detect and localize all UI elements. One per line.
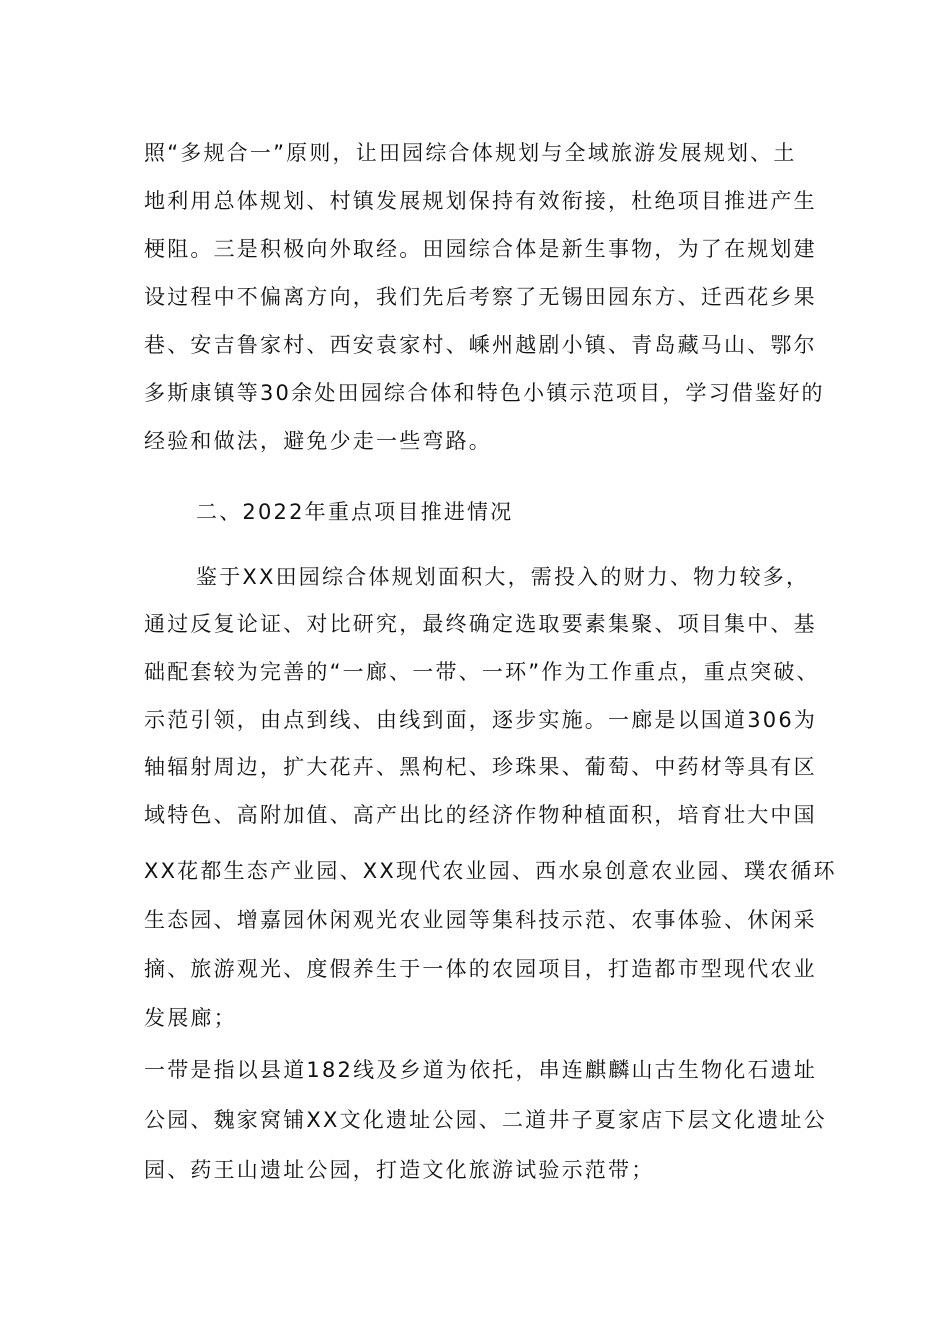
paragraph-line: 摘、旅游观光、度假养生于一体的农园项目，打造都市型现代农业 [144,957,817,981]
paragraph-line: 示范引领，由点到线、由线到面，逐步实施。一廊是以国道306为 [144,708,818,732]
paragraph-line: 发展廊； [144,1006,237,1030]
section-heading: 二、2022年重点项目推进情况 [196,500,514,524]
paragraph-line: 生态园、增嘉园休闲观光农业园等集科技示范、农事体验、休闲采 [144,908,817,932]
paragraph-line: 梗阻。三是积极向外取经。田园综合体是新生事物，为了在规划建 [144,237,817,261]
paragraph-line: 照“多规合一”原则，让田园综合体规划与全域旅游发展规划、土 [144,141,797,165]
paragraph-line: 轴辐射周边，扩大花卉、黑枸杞、珍珠果、葡萄、中药材等具有区 [144,755,817,779]
paragraph-line: 地利用总体规划、村镇发展规划保持有效衔接，杜绝项目推进产生 [144,189,817,213]
paragraph-line: 设过程中不偏离方向，我们先后考察了无锡田园东方、迁西花乡果 [144,285,817,309]
paragraph-line: 公园、魏家窝铺XX文化遗址公园、二道井子夏家店下层文化遗址公 [144,1108,827,1132]
paragraph-line: 鉴于XX田园综合体规划面积大，需投入的财力、物力较多， [196,565,810,589]
paragraph-line: 园、药王山遗址公园，打造文化旅游试验示范带； [144,1158,655,1182]
paragraph-line: XX花都生态产业园、XX现代农业园、西水泉创意农业园、璞农循环 [144,859,837,883]
paragraph-line: 通过反复论证、对比研究，最终确定选取要素集聚、项目集中、基 [144,612,817,636]
paragraph-line: 础配套较为完善的“一廊、一带、一环”作为工作重点，重点突破、 [144,660,820,684]
paragraph-line: 巷、安吉鲁家村、西安袁家村、嵊州越剧小镇、青岛藏马山、鄂尔 [144,333,817,357]
paragraph-line: 一带是指以县道182线及乡道为依托，串连麒麟山古生物化石遗址 [144,1058,818,1082]
paragraph-line: 多斯康镇等30余处田园综合体和特色小镇示范项目，学习借鉴好的 [144,381,825,405]
paragraph-line: 域特色、高附加值、高产出比的经济作物种植面积，培育壮大中国 [144,803,817,827]
paragraph-line: 经验和做法，避免少走一些弯路。 [144,429,492,453]
